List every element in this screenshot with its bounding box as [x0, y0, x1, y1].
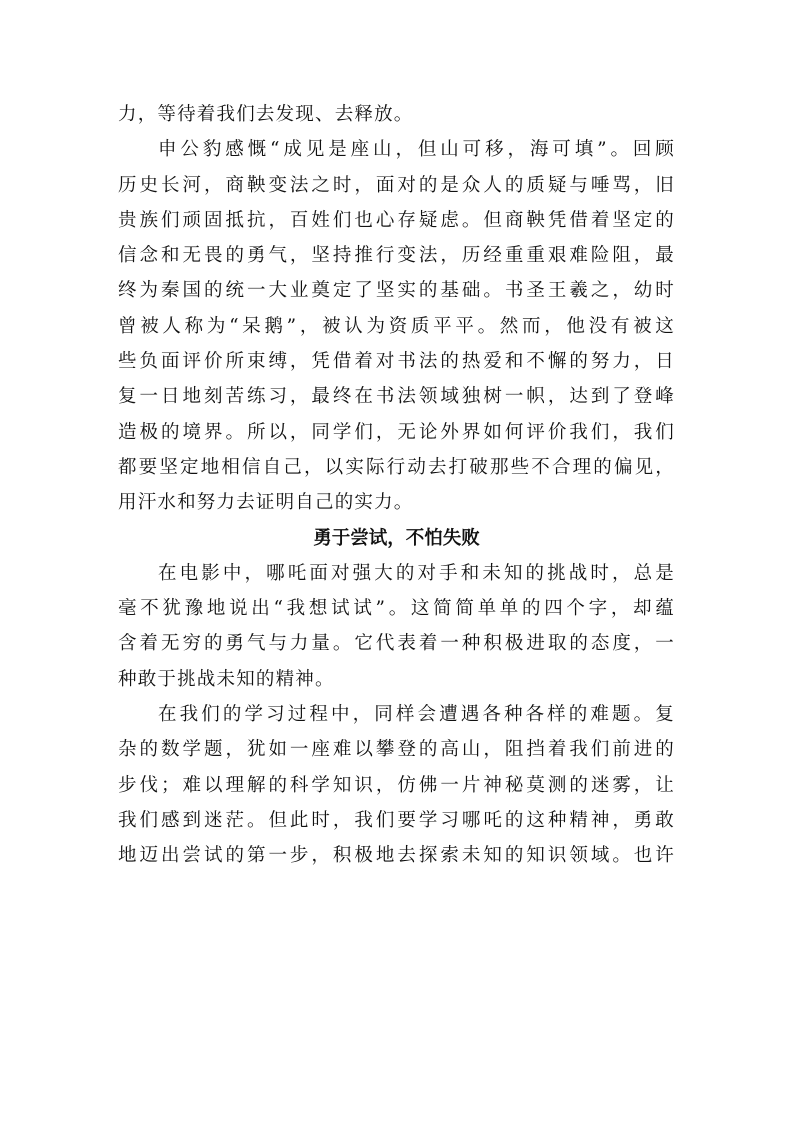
text-line: 造极的境界。所以，同学们，无论外界如何评价我们，我们 [118, 421, 675, 443]
text-line: 都要坚定地相信自己，以实际行动去打破那些不合理的偏见， [118, 456, 675, 478]
text-line: 我们感到迷茫。但此时，我们要学习哪吒的这种精神，勇敢 [118, 809, 675, 831]
text-line: 申公豹感慨“成见是座山，但山可移，海可填”。回顾 [158, 139, 675, 161]
text-line: 曾被人称为“呆鹅”，被认为资质平平。然而，他没有被这 [118, 315, 675, 337]
text-line: 步伐；难以理解的科学知识，仿佛一片神秘莫测的迷雾，让 [118, 774, 675, 796]
text-line: 力，等待着我们去发现、去释放。 [118, 104, 414, 125]
text-line: 在电影中，哪吒面对强大的对手和未知的挑战时，总是 [158, 562, 675, 584]
text-line: 种敢于挑战未知的精神。 [118, 668, 335, 690]
text-line: 在我们的学习过程中，同样会遭遇各种各样的难题。复 [158, 704, 675, 726]
text-line: 杂的数学题，犹如一座难以攀登的高山，阻挡着我们前进的 [118, 739, 675, 761]
text-line: 信念和无畏的勇气，坚持推行变法，历经重重艰难险阻，最 [118, 245, 675, 267]
text-line: 毫不犹豫地说出“我想试试”。这简简单单的四个字，却蕴 [118, 598, 675, 620]
text-line: 复一日地刻苦练习，最终在书法领域独树一帜，达到了登峰 [118, 386, 675, 408]
text-line: 用汗水和努力去证明自己的实力。 [118, 492, 414, 514]
text-line: 地迈出尝试的第一步，积极地去探索未知的知识领域。也许 [118, 845, 675, 867]
text-line: 含着无穷的勇气与力量。它代表着一种积极进取的态度，一 [118, 633, 675, 655]
text-line: 贵族们顽固抵抗，百姓们也心存疑虑。但商鞅凭借着坚定的 [118, 209, 675, 231]
text-line: 终为秦国的统一大业奠定了坚实的基础。书圣王羲之，幼时 [118, 280, 675, 302]
text-line: 历史长河，商鞅变法之时，面对的是众人的质疑与唾骂，旧 [118, 174, 675, 196]
text-line: 些负面评价所束缚，凭借着对书法的热爱和不懈的努力，日 [118, 351, 675, 373]
section-heading: 勇于尝试，不怕失败 [313, 527, 480, 549]
